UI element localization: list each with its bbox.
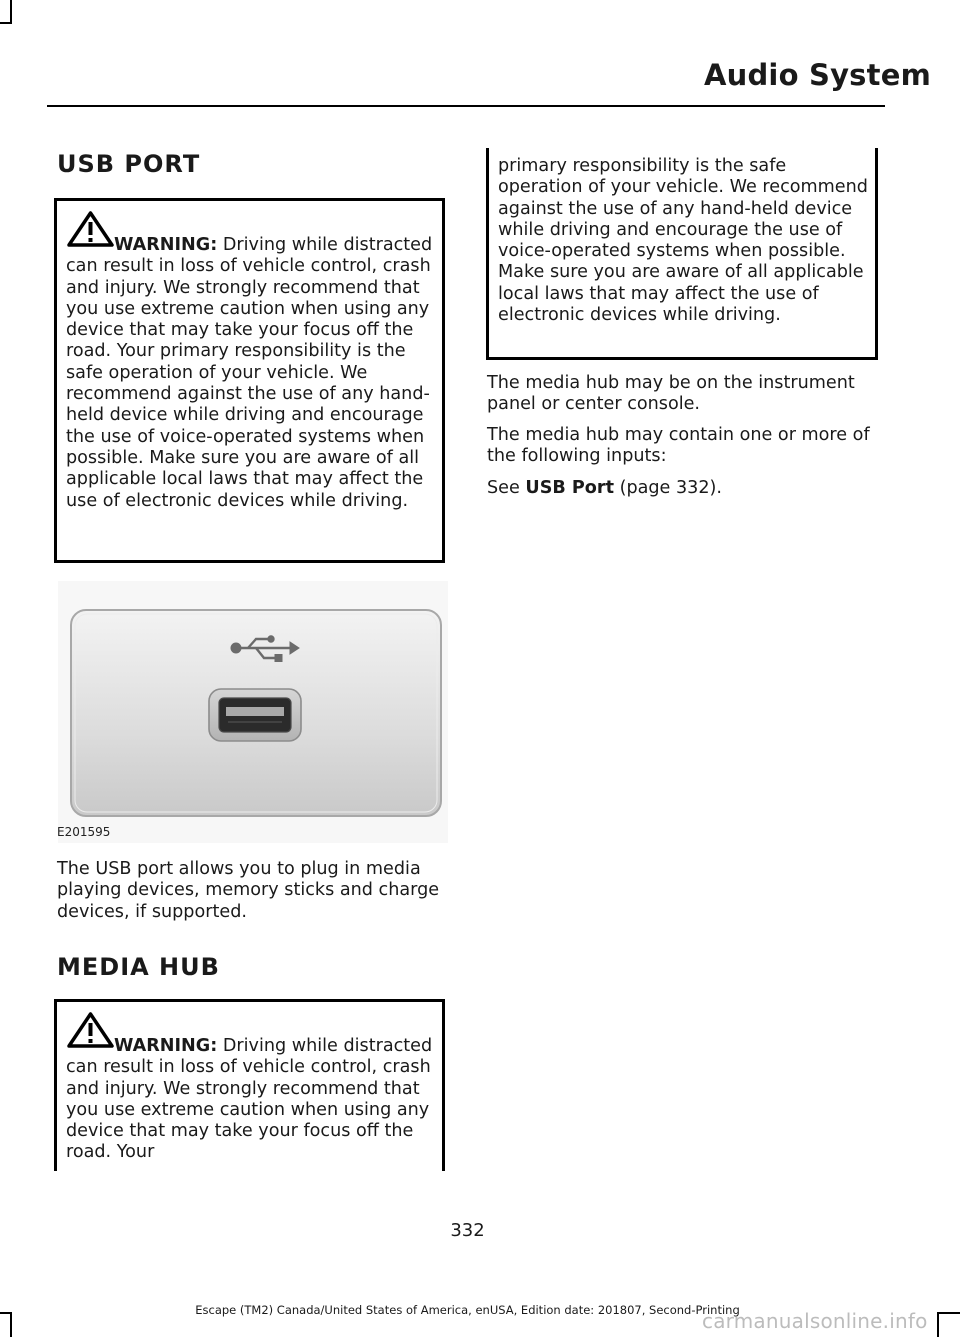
usb-socket-icon: [209, 689, 301, 741]
watermark: carmanualsonline.info: [702, 1309, 928, 1333]
media-hub-warning-box-part1: [54, 999, 445, 1171]
usb-port-illustration: [58, 581, 448, 843]
media-hub-warning-text-part1: [66, 1036, 436, 1164]
warning-triangle-icon: [66, 1011, 115, 1049]
crop-mark: [0, 22, 12, 24]
warning-body: Driving while distracted can result in loss of vehicle control, crash and injury. We strongly recommend that you use extreme caution when using any device that may take your focus off the road. Your: [66, 1036, 433, 1163]
media-hub-location-text: The media hub may be on the instrument panel or center console.: [487, 373, 855, 415]
media-hub-inputs-text: The media hub may contain one or more of the following inputs:: [487, 425, 870, 467]
usb-warning-text: [66, 235, 436, 512]
figure-id: E201595: [57, 825, 111, 839]
see-suffix: (page 332).: [613, 478, 723, 498]
crop-mark: [937, 1312, 960, 1314]
media-hub-warning-text-part2: primary responsibility is the safe operation of your vehicle. We recommend against the use of any hand-held device while driving and encourage the use of voice-operated systems when possible. Make sure you are aware of all applicable local laws that may affect the use of electronic devices while driving.: [498, 156, 868, 326]
footer-edition-text: Escape (TM2) Canada/United States of America, enUSA, Edition date: 201807, Second-Printing: [195, 1303, 740, 1317]
warning-body: Driving while distracted can result in loss of vehicle control, crash and injury. We strongly recommend that you use extreme caution when using any device that may take your focus off the road. Your primary responsibility is the safe operation of your vehicle. We recommend against the use of any hand-held device while driving and encourage the use of voice-operated systems when possible. Make sure you are aware of all applicable local laws that may affect the use of electronic devices while driving.: [66, 235, 433, 511]
media-hub-heading: MEDIA HUB: [57, 953, 220, 981]
see-reference: [487, 478, 882, 499]
usb-port-heading: USB PORT: [57, 150, 201, 178]
usb-description: The USB port allows you to plug in media playing devices, memory sticks and charge devices, if supported.: [57, 859, 440, 922]
usb-warning-box: [54, 198, 445, 563]
crop-mark: [937, 1312, 939, 1337]
page-number: 332: [450, 1220, 485, 1241]
warning-label: WARNING:: [114, 235, 218, 255]
header-divider: [47, 105, 885, 107]
usb-port-cross-reference-link[interactable]: USB Port: [525, 478, 614, 498]
warning-triangle-icon: [66, 210, 115, 248]
see-prefix: See: [487, 478, 526, 498]
warning-label: WARNING:: [114, 1036, 218, 1056]
media-hub-warning-box-part2: [486, 148, 878, 360]
crop-mark: [10, 0, 12, 24]
page-header-title: Audio System: [703, 58, 931, 92]
